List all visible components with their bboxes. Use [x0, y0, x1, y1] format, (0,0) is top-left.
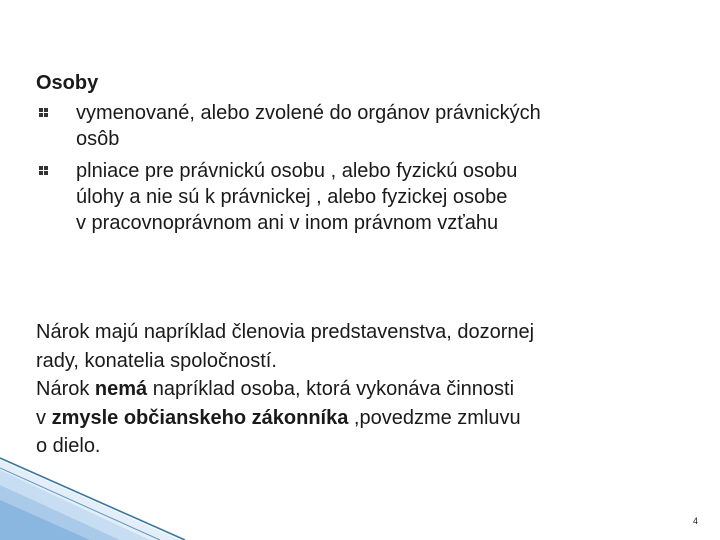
paragraph-line: o dielo. — [36, 435, 101, 457]
paragraph-text: Nárok — [36, 378, 95, 400]
bullet-list — [36, 100, 676, 242]
paragraph-line: rady, konatelia spoločností. — [36, 349, 277, 372]
emphasis-text: zmysle občianskeho zákonníka — [51, 406, 349, 429]
bullet-item — [36, 100, 676, 152]
body-paragraph — [36, 318, 696, 461]
bullet-text: plniace pre právnickú osobu , alebo fyzickú osobu — [76, 160, 518, 182]
square-bullet-icon — [38, 165, 50, 179]
paragraph-line — [36, 404, 696, 433]
emphasis-text: nemá — [94, 378, 148, 400]
bullet-text: osôb — [76, 128, 120, 150]
paragraph-text: napríklad osoba, ktorá vykonáva činnosti — [147, 378, 515, 400]
paragraph-text: ,povedzme zmluvu — [348, 406, 521, 429]
bullet-text: vymenované, alebo zvolené do orgánov právnických — [76, 102, 541, 124]
page-number: 4 — [693, 516, 699, 526]
bullet-text: úlohy a nie sú k právnickej , alebo fyzickej osobe — [76, 186, 508, 208]
paragraph-line: Nárok majú napríklad členovia predstavenstva, dozornej — [36, 321, 535, 343]
bullet-text: v pracovnoprávnom ani v inom právnom vzťahu — [76, 212, 499, 234]
paragraph-text: v — [36, 406, 52, 429]
bullet-item — [36, 158, 676, 236]
paragraph-line — [36, 375, 696, 404]
slide-heading: Osoby — [36, 72, 99, 94]
square-bullet-icon — [38, 107, 50, 121]
